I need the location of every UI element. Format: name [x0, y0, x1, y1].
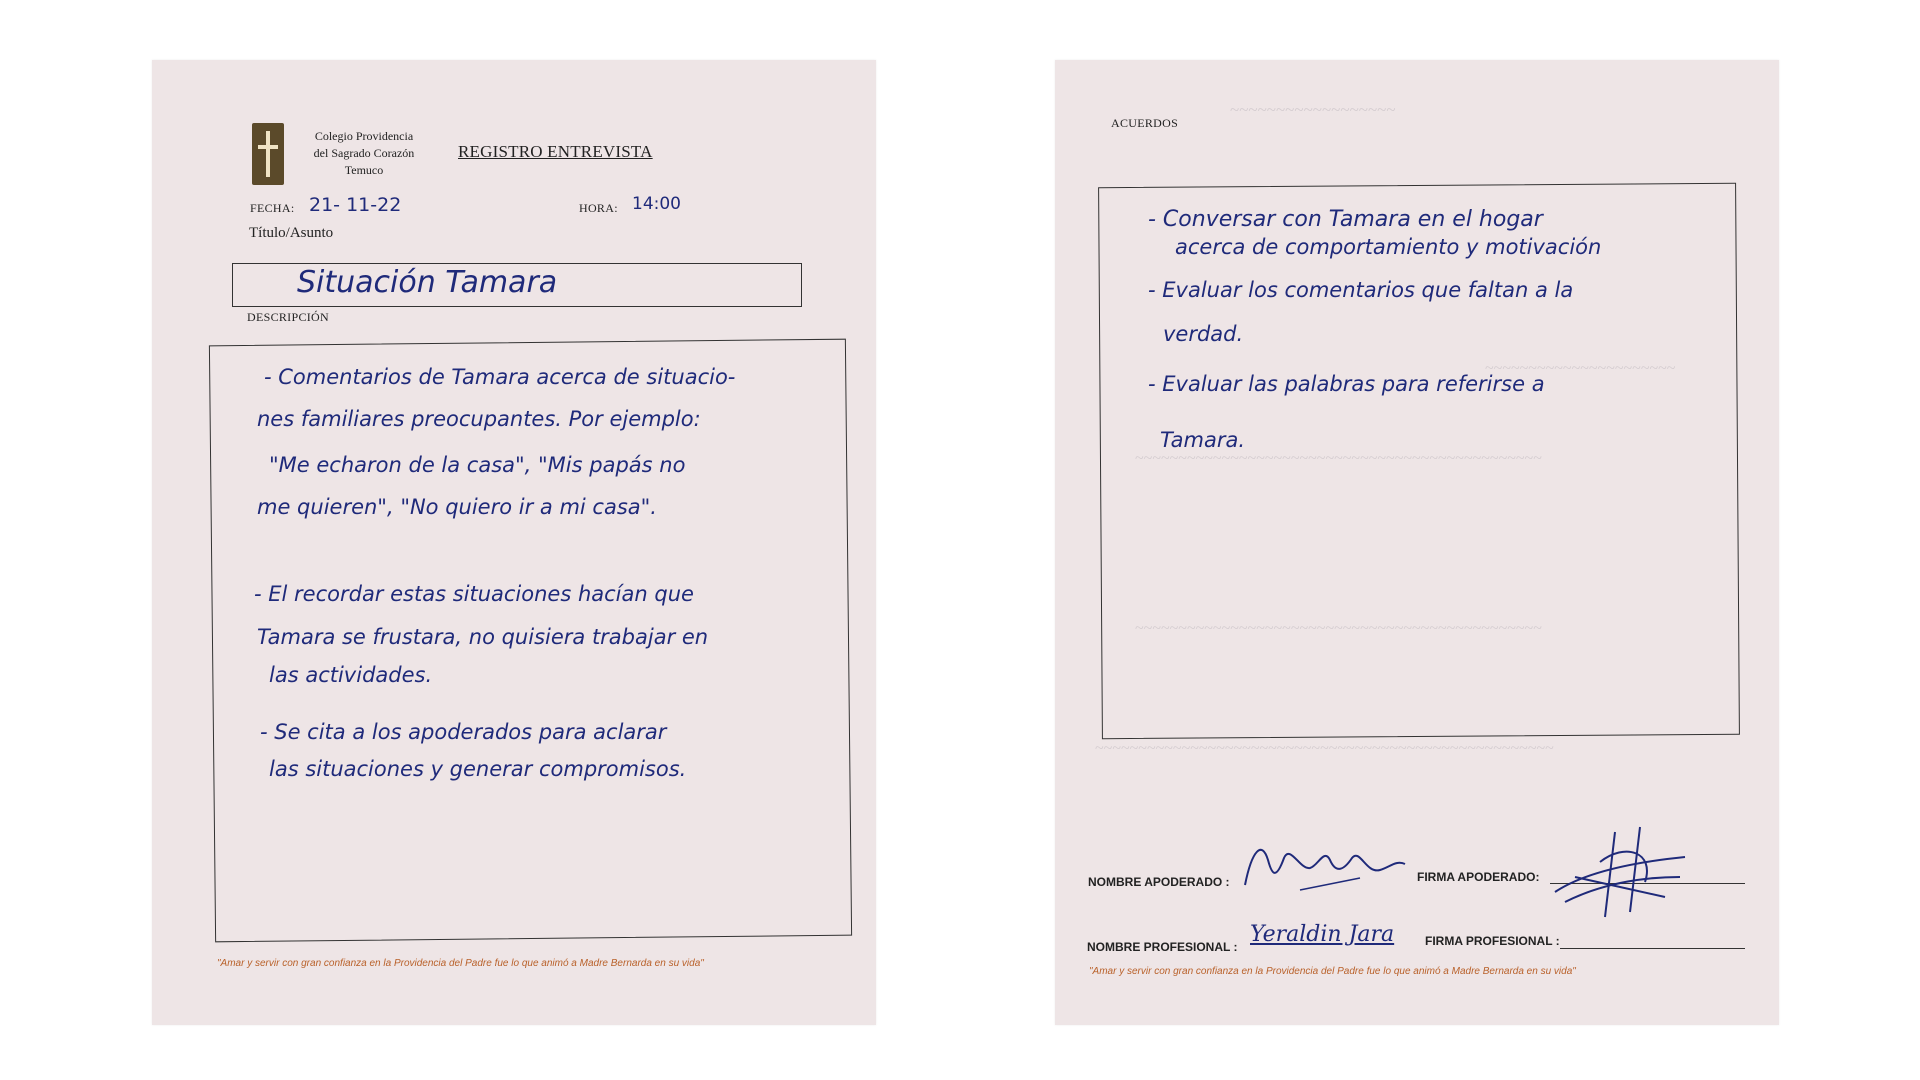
hora-value: 14:00: [632, 194, 681, 214]
descripcion-line: - Se cita a los apoderados para aclarar: [260, 720, 667, 744]
firma-profesional-line: [1560, 948, 1745, 949]
acuerdos-line: - Evaluar las palabras para referirse a: [1148, 372, 1545, 396]
hora-label: HORA:: [579, 201, 618, 215]
fecha-value: 21- 11-22: [309, 194, 402, 216]
nombre-profesional-label: NOMBRE PROFESIONAL :: [1087, 940, 1238, 954]
nombre-apoderado-label: NOMBRE APODERADO :: [1088, 875, 1230, 889]
interview-form-back: [1055, 60, 1779, 1025]
acuerdos-box: [1098, 183, 1740, 739]
show-through-text: ~~~~~~~~~~~~~~~~~~~~~~~~~~~~~~~~~~~~~~~~~~~~~~~: [1135, 450, 1542, 467]
acuerdos-line: verdad.: [1163, 322, 1244, 346]
acuerdos-line: Tamara.: [1160, 428, 1245, 452]
descripcion-line: - Comentarios de Tamara acerca de situacio-: [264, 365, 736, 389]
show-through-text: ~~~~~~~~~~~~~~~~~~~~~~~~~~~~~~~~~~~~~~~~~~~~~~~~~~~~~: [1095, 740, 1554, 757]
school-motto: "Amar y servir con gran confianza en la Providencia del Padre fue lo que animó a Madre Bernarda en su vida": [217, 958, 704, 969]
fecha-label: FECHA:: [250, 201, 295, 215]
apoderado-name-signature: [1240, 830, 1410, 900]
descripcion-line: - El recordar estas situaciones hacían que: [254, 582, 694, 606]
acuerdos-line: - Evaluar los comentarios que faltan a la: [1148, 278, 1574, 302]
descripcion-line: "Me echaron de la casa", "Mis papás no: [269, 453, 686, 477]
interview-form-front: [152, 60, 876, 1025]
descripcion-line: me quieren", "No quiero ir a mi casa".: [257, 495, 657, 519]
show-through-text: ~~~~~~~~~~~~~~~~~~: [1230, 100, 1396, 119]
school-motto: "Amar y servir con gran confianza en la Providencia del Padre fue lo que animó a Madre Bernarda en su vida": [1089, 966, 1576, 977]
descripcion-line: Tamara se frustara, no quisiera trabajar en: [257, 625, 709, 649]
apoderado-signature: [1545, 822, 1695, 922]
titulo-label: Título/Asunto: [249, 225, 334, 241]
firma-apoderado-label: FIRMA APODERADO:: [1417, 870, 1540, 884]
show-through-text: ~~~~~~~~~~~~~~~~~~~~~~~~~~~~~~~~~~~~~~~~~~~~~~~: [1135, 620, 1542, 637]
descripcion-label: DESCRIPCIÓN: [247, 310, 329, 324]
school-name-line: Colegio Providencia: [314, 129, 414, 143]
acuerdos-line: acerca de comportamiento y motivación: [1175, 235, 1602, 259]
titulo-value: Situación Tamara: [297, 265, 558, 300]
form-title: REGISTRO ENTREVISTA: [458, 142, 653, 161]
school-name: [294, 128, 434, 179]
show-through-text: ~~~~~~~~~~~~~~~~~~~~~~: [1485, 360, 1676, 377]
nombre-profesional-value: Yeraldin Jara: [1250, 922, 1395, 947]
firma-profesional-label: FIRMA PROFESIONAL :: [1425, 934, 1560, 948]
descripcion-line: las actividades.: [269, 663, 433, 687]
descripcion-line: nes familiares preocupantes. Por ejemplo:: [257, 407, 701, 431]
school-logo-icon: [252, 123, 284, 185]
school-name-line: Temuco: [344, 163, 384, 177]
school-name-line: del Sagrado Corazón: [313, 146, 415, 160]
descripcion-line: las situaciones y generar compromisos.: [269, 757, 687, 781]
acuerdos-label: ACUERDOS: [1111, 116, 1179, 130]
acuerdos-line: - Conversar con Tamara en el hogar: [1148, 207, 1543, 232]
